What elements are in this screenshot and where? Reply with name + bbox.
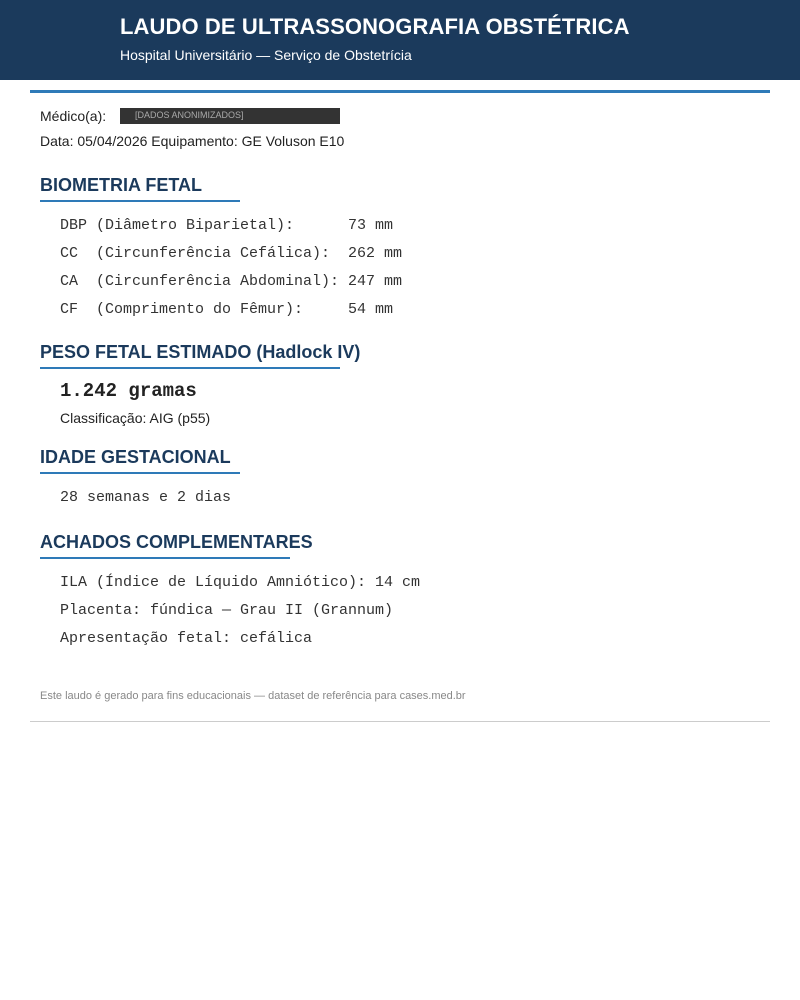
footer-divider <box>30 721 770 722</box>
section-title-gestational-age: IDADE GESTACIONAL <box>40 447 231 467</box>
estimated-weight-value: 1.242 gramas <box>60 380 197 402</box>
physician-value: [DADOS ANONIMIZADOS] <box>135 110 244 120</box>
biometry-line-dbp: DBP (Diâmetro Biparietal): 73 mm <box>60 217 394 234</box>
footer-note: Este laudo é gerado para fins educacionais — dataset de referência para cases.med.br <box>40 690 466 702</box>
report-header <box>0 0 800 80</box>
report-title: LAUDO DE ULTRASSONOGRAFIA OBSTÉTRICA <box>120 14 630 39</box>
section-title-weight: PESO FETAL ESTIMADO (Hadlock IV) <box>40 342 361 362</box>
finding-line-presentation: Apresentação fetal: cefálica <box>60 630 313 647</box>
date-equipment-line: Data: 05/04/2026 Equipamento: GE Voluson E10 <box>40 133 345 149</box>
weight-classification: Classificação: AIG (p55) <box>60 410 211 426</box>
section-rule-gestational-age <box>40 472 240 474</box>
section-title-findings: ACHADOS COMPLEMENTARES <box>40 532 313 552</box>
report-subtitle: Hospital Universitário — Serviço de Obstetrícia <box>120 47 412 63</box>
section-title-biometry: BIOMETRIA FETAL <box>40 175 202 195</box>
section-rule-weight <box>40 367 340 369</box>
section-rule-biometry <box>40 200 240 202</box>
header-divider <box>30 90 770 93</box>
biometry-line-cc: CC (Circunferência Cefálica): 262 mm <box>60 245 403 262</box>
finding-line-ila: ILA (Índice de Líquido Amniótico): 14 cm <box>60 574 421 591</box>
finding-line-placenta: Placenta: fúndica — Grau II (Grannum) <box>60 602 394 619</box>
biometry-line-cf: CF (Comprimento do Fêmur): 54 mm <box>60 301 394 318</box>
gestational-age-value: 28 semanas e 2 dias <box>60 489 232 506</box>
physician-label: Médico(a): <box>40 108 107 124</box>
biometry-line-ca: CA (Circunferência Abdominal): 247 mm <box>60 273 403 290</box>
section-rule-findings <box>40 557 290 559</box>
